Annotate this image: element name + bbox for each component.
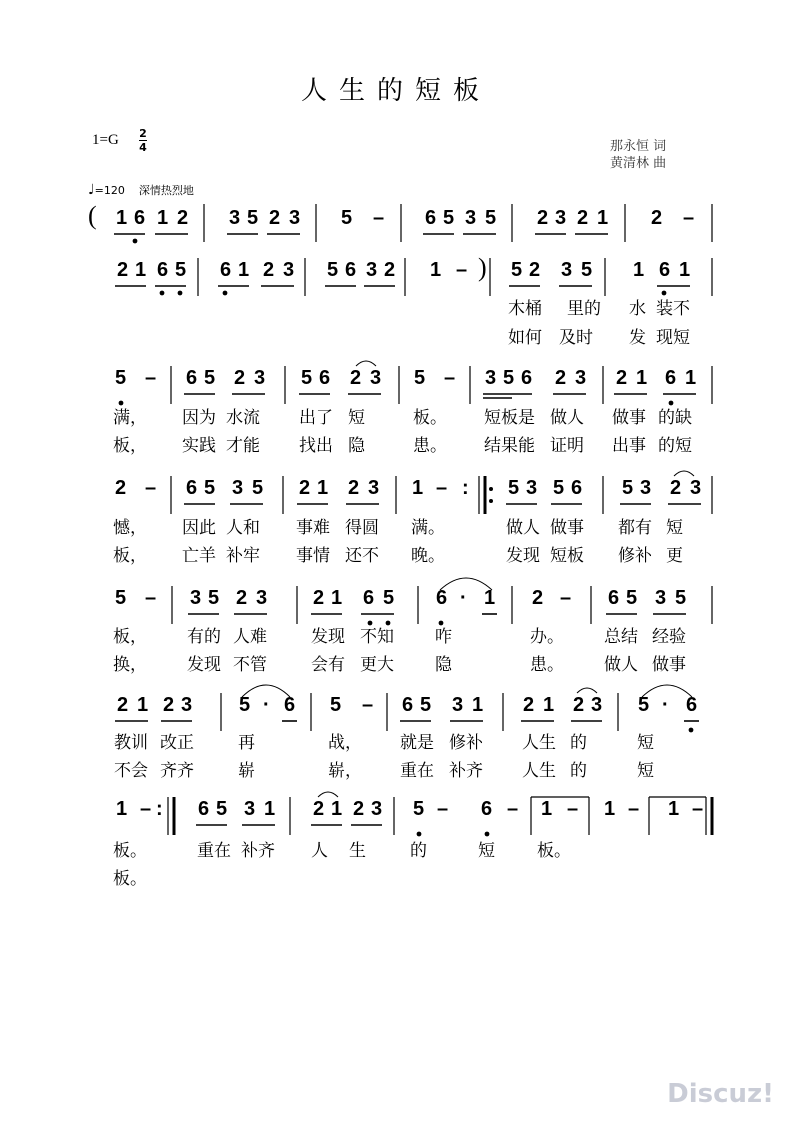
row-3-note-8: 6 xyxy=(319,367,331,389)
lyric-line-7-word-5: 不知 xyxy=(360,627,394,647)
lyric-line-5-word-6: 满。 xyxy=(411,518,445,538)
row-2-note-15: ) xyxy=(478,253,487,282)
row-6-note-5: 5 xyxy=(239,694,251,716)
meter-top: 2 xyxy=(139,127,147,140)
lyric-line-10-word-6: 补齐 xyxy=(449,761,483,781)
lyric-line-9-word-8: 的 xyxy=(570,733,587,753)
row-2-note-11: 3 xyxy=(366,259,378,281)
lyric-line-3-word-10: 的缺 xyxy=(658,408,692,428)
quarter-note-icon: ♩ xyxy=(88,182,95,198)
row-3-note-3: 6 xyxy=(186,367,198,389)
lyric-line-5-word-10: 短 xyxy=(666,518,683,538)
row-5-note-1: 5 xyxy=(115,587,127,609)
row-5-note-12: · xyxy=(460,587,467,609)
row-1-note-16: 2 xyxy=(537,207,549,229)
row-5-note-10: 5 xyxy=(383,587,395,609)
row-4-note-16: 5 xyxy=(553,477,565,499)
lyric-line-8-word-6: 隐 xyxy=(435,655,452,675)
composer: 黄清林 曲 xyxy=(610,156,667,171)
lyric-line-1-word-3: 水 xyxy=(629,299,646,319)
row-7-note-14: 6 xyxy=(481,798,493,820)
lyric-line-10-word-3: 崭 xyxy=(238,761,255,781)
row-6-note-20: 6 xyxy=(686,694,698,716)
row-5-note-17: 5 xyxy=(626,587,638,609)
row-6-note-10: 6 xyxy=(402,694,414,716)
lyric-line-7-word-3: 人难 xyxy=(233,627,267,647)
lyric-line-10-word-2: 齐齐 xyxy=(160,761,194,781)
row-6-note-16: 2 xyxy=(573,694,585,716)
row-4-note-18: 5 xyxy=(622,477,634,499)
row-1-note-14: 3 xyxy=(465,207,477,229)
row-1-note-3: 6 xyxy=(134,207,146,229)
lyric-line-9-word-1: 教训 xyxy=(114,733,148,753)
lyric-line-4-word-10: 的短 xyxy=(658,436,692,456)
row-3-note-11: 5 xyxy=(414,367,426,389)
row-5-note-9: 6 xyxy=(363,587,375,609)
row-5-note-19: 5 xyxy=(675,587,687,609)
row-2-note-7: 2 xyxy=(263,259,275,281)
lyric-line-5-word-9: 都有 xyxy=(618,518,652,538)
row-2-note-13: 1 xyxy=(430,259,442,281)
row-2-note-1: 2 xyxy=(117,259,129,281)
lyric-line-6-word-9: 修补 xyxy=(618,546,652,566)
row-1-note-5: 2 xyxy=(177,207,189,229)
row-5-note-14: 2 xyxy=(532,587,544,609)
row-5-note-4: 5 xyxy=(208,587,220,609)
lyric-line-4-word-1: 板， xyxy=(113,436,147,456)
row-4-note-4: 5 xyxy=(204,477,216,499)
row-6-note-1: 2 xyxy=(117,694,129,716)
watermark: Discuz! xyxy=(667,1079,774,1109)
lyric-line-4-word-9: 出事 xyxy=(612,436,646,456)
lyric-line-11-word-1: 板。 xyxy=(113,841,147,861)
lyric-line-7-word-4: 发现 xyxy=(311,627,345,647)
row-7-note-15: – xyxy=(507,798,519,820)
row-2-note-12: 2 xyxy=(384,259,396,281)
lyric-line-3-word-5: 短 xyxy=(348,408,365,428)
row-5-note-11: 6 xyxy=(436,587,448,609)
lyric-line-8-word-1: 换， xyxy=(113,655,147,675)
row-4-note-9: 2 xyxy=(348,477,360,499)
row-2-dots xyxy=(160,291,667,296)
row-6-note-14: 2 xyxy=(523,694,535,716)
lyric-line-11-word-3: 补齐 xyxy=(241,841,275,861)
row-1-note-12: 6 xyxy=(425,207,437,229)
lyric-line-2-word-3: 发 xyxy=(629,328,646,348)
row-7-note-17: – xyxy=(567,798,579,820)
lyric-line-9-word-2: 改正 xyxy=(160,733,194,753)
lyric-line-8-word-9: 做事 xyxy=(652,655,686,675)
row-1-note-2: 1 xyxy=(116,207,128,229)
row-6-note-4: 3 xyxy=(181,694,193,716)
row-4-note-10: 3 xyxy=(368,477,380,499)
row-5-note-13: 1 xyxy=(484,587,496,609)
row-6-note-19: · xyxy=(662,694,669,716)
row-6-note-15: 1 xyxy=(543,694,555,716)
row-1-note-20: 2 xyxy=(651,207,663,229)
row-2-note-10: 6 xyxy=(345,259,357,281)
lyric-line-9-word-7: 人生 xyxy=(522,733,556,753)
row-3-note-12: – xyxy=(444,367,456,389)
lyric-line-2-word-2: 及时 xyxy=(559,328,593,348)
lyric-line-7-word-8: 总结 xyxy=(604,627,638,647)
lyric-line-3-word-4: 出了 xyxy=(299,408,333,428)
row-1-note-6: 3 xyxy=(229,207,241,229)
row-3-note-4: 5 xyxy=(204,367,216,389)
lyric-line-3-word-2: 因为 xyxy=(182,408,216,428)
lyric-line-8-word-8: 做人 xyxy=(604,655,638,675)
row-3-note-6: 3 xyxy=(254,367,266,389)
lyric-line-6-word-1: 板， xyxy=(113,546,147,566)
lyric-line-4-word-6: 患。 xyxy=(413,436,447,456)
lyric-line-10-word-9: 短 xyxy=(637,761,654,781)
lyric-line-11-word-8: 板。 xyxy=(537,841,571,861)
lyric-line-9-word-9: 短 xyxy=(637,733,654,753)
row-1-note-4: 1 xyxy=(157,207,169,229)
meter-bottom: 4 xyxy=(139,141,147,154)
lyric-line-4-word-4: 找出 xyxy=(299,436,333,456)
row-7-note-6: 3 xyxy=(244,798,256,820)
row-2-note-17: 2 xyxy=(529,259,541,281)
lyric-line-5-word-3: 人和 xyxy=(226,518,260,538)
lyric-line-9-word-6: 修补 xyxy=(449,733,483,753)
row-4-note-8: 1 xyxy=(317,477,329,499)
row-6-note-18: 5 xyxy=(638,694,650,716)
row-6-note-13: 1 xyxy=(472,694,484,716)
row-6-note-17: 3 xyxy=(591,694,603,716)
lyric-line-3-word-9: 做事 xyxy=(612,408,646,428)
row-2-note-18: 3 xyxy=(561,259,573,281)
lyric-line-7-word-7: 办。 xyxy=(530,627,564,647)
lyric-line-3-word-6: 板。 xyxy=(413,408,447,428)
lyric-line-5-word-8: 做事 xyxy=(550,518,584,538)
tempo-mark: =120 xyxy=(94,184,125,197)
row-3-note-18: 2 xyxy=(616,367,628,389)
lyric-line-4-word-2: 实践 xyxy=(182,436,216,456)
lyric-line-5-word-1: 憾， xyxy=(113,518,147,538)
lyric-line-8-word-3: 不管 xyxy=(233,655,267,675)
lyric-line-1-word-2: 里的 xyxy=(567,299,601,319)
row-2-note-5: 6 xyxy=(220,259,232,281)
row-1-note-11: – xyxy=(373,207,385,229)
row-5-note-2: – xyxy=(145,587,157,609)
lyric-line-5-word-5: 得圆 xyxy=(345,518,379,538)
row-7-note-18: 1 xyxy=(604,798,616,820)
row-4-note-6: 5 xyxy=(252,477,264,499)
row-5-note-3: 3 xyxy=(190,587,202,609)
lyric-line-10-word-5: 重在 xyxy=(400,761,434,781)
lyric-line-11-word-7: 短 xyxy=(478,841,495,861)
row-4-dots xyxy=(489,487,493,503)
lyric-line-6-word-5: 还不 xyxy=(345,546,379,566)
lyric-line-5-word-7: 做人 xyxy=(506,518,540,538)
row-4-note-12: – xyxy=(436,477,448,499)
row-5-note-5: 2 xyxy=(236,587,248,609)
row-1-note-19: 1 xyxy=(597,207,609,229)
row-5-note-6: 3 xyxy=(256,587,268,609)
lyric-line-12-word-1: 板。 xyxy=(113,869,147,889)
row-1-note-13: 5 xyxy=(443,207,455,229)
key-signature: 1=G xyxy=(92,132,119,148)
row-2-note-4: 5 xyxy=(175,259,187,281)
lyric-line-6-word-6: 晚。 xyxy=(411,546,445,566)
lyric-line-11-word-6: 的 xyxy=(410,841,427,861)
lyric-line-7-word-1: 板， xyxy=(113,627,147,647)
row-1-note-7: 5 xyxy=(247,207,259,229)
row-4-note-3: 6 xyxy=(186,477,198,499)
row-7-note-7: 1 xyxy=(264,798,276,820)
row-3-note-15: 6 xyxy=(521,367,533,389)
row-6-note-3: 2 xyxy=(163,694,175,716)
row-4-note-15: 3 xyxy=(526,477,538,499)
row-2-note-16: 5 xyxy=(511,259,523,281)
row-2-structure xyxy=(115,258,712,296)
row-2-note-9: 5 xyxy=(327,259,339,281)
lyric-line-3-word-1: 满， xyxy=(113,408,147,428)
lyricist: 那永恒 词 xyxy=(610,139,667,154)
row-4-note-21: 3 xyxy=(690,477,702,499)
row-3-structure xyxy=(171,361,712,404)
lyric-line-2-word-4: 现短 xyxy=(656,328,690,348)
lyric-line-7-word-9: 经验 xyxy=(652,627,686,647)
row-2-note-21: 6 xyxy=(659,259,671,281)
row-6-dots xyxy=(689,728,694,733)
row-3-note-5: 2 xyxy=(234,367,246,389)
song-title: 人生的短板 xyxy=(300,76,491,106)
lyric-line-11-word-4: 人 xyxy=(311,841,328,861)
row-4-note-20: 2 xyxy=(670,477,682,499)
row-7-note-1: 1 xyxy=(116,798,128,820)
lyric-line-6-word-10: 更 xyxy=(666,546,683,566)
row-7-note-5: 5 xyxy=(216,798,228,820)
row-2-note-8: 3 xyxy=(283,259,295,281)
row-3-note-16: 2 xyxy=(555,367,567,389)
lyric-line-4-word-3: 才能 xyxy=(226,436,260,456)
row-6-note-8: 5 xyxy=(330,694,342,716)
row-7-note-11: 3 xyxy=(371,798,383,820)
row-4-note-5: 3 xyxy=(232,477,244,499)
lyric-line-5-word-4: 事难 xyxy=(296,518,330,538)
row-4-note-17: 6 xyxy=(571,477,583,499)
row-1-note-21: – xyxy=(683,207,695,229)
lyric-line-5-word-2: 因此 xyxy=(182,518,216,538)
lyric-line-9-word-5: 就是 xyxy=(400,733,434,753)
row-3-note-1: 5 xyxy=(115,367,127,389)
lyric-line-8-word-4: 会有 xyxy=(311,655,345,675)
row-5-note-7: 2 xyxy=(313,587,325,609)
row-3-note-7: 5 xyxy=(301,367,313,389)
lyric-line-8-word-7: 患。 xyxy=(530,655,564,675)
lyric-line-8-word-5: 更大 xyxy=(360,655,394,675)
row-1-note-15: 5 xyxy=(485,207,497,229)
lyric-line-6-word-8: 短板 xyxy=(550,546,584,566)
lyric-line-11-word-2: 重在 xyxy=(197,841,231,861)
row-5-note-15: – xyxy=(560,587,572,609)
row-1-note-17: 3 xyxy=(555,207,567,229)
row-1-note-10: 5 xyxy=(341,207,353,229)
row-3-dots xyxy=(119,401,674,406)
lyric-line-3-word-8: 做人 xyxy=(550,408,584,428)
lyric-line-6-word-7: 发现 xyxy=(506,546,540,566)
lyric-line-6-word-4: 事情 xyxy=(296,546,330,566)
lyric-line-6-word-3: 补牢 xyxy=(226,546,260,566)
row-4-note-1: 2 xyxy=(115,477,127,499)
row-7-note-20: 1 xyxy=(668,798,680,820)
row-7-note-13: – xyxy=(437,798,449,820)
row-5-note-8: 1 xyxy=(331,587,343,609)
row-3-note-17: 3 xyxy=(575,367,587,389)
lyric-line-4-word-8: 证明 xyxy=(550,436,584,456)
lyric-line-1-word-1: 木桶 xyxy=(508,299,542,319)
lyric-line-7-word-6: 咋 xyxy=(435,627,452,647)
lyric-line-10-word-4: 崭， xyxy=(328,761,362,781)
row-7-note-3: : xyxy=(156,798,163,820)
lyric-line-4-word-7: 结果能 xyxy=(484,436,535,456)
row-3-note-2: – xyxy=(145,367,157,389)
row-4-note-13: : xyxy=(462,477,469,499)
row-2-note-20: 1 xyxy=(633,259,645,281)
row-7-note-12: 5 xyxy=(413,798,425,820)
row-3-note-20: 6 xyxy=(665,367,677,389)
row-6-note-2: 1 xyxy=(137,694,149,716)
row-7-note-2: – xyxy=(140,798,152,820)
row-1-note-18: 2 xyxy=(577,207,589,229)
lyric-line-11-word-5: 生 xyxy=(349,841,366,861)
row-2-note-22: 1 xyxy=(679,259,691,281)
row-1-dots xyxy=(133,239,138,244)
row-5-note-18: 3 xyxy=(655,587,667,609)
row-7-note-19: – xyxy=(628,798,640,820)
row-5-note-16: 6 xyxy=(608,587,620,609)
row-3-note-19: 1 xyxy=(636,367,648,389)
row-4-note-7: 2 xyxy=(299,477,311,499)
row-3-note-21: 1 xyxy=(685,367,697,389)
row-2-note-19: 5 xyxy=(581,259,593,281)
row-6-note-11: 5 xyxy=(420,694,432,716)
row-7-note-10: 2 xyxy=(353,798,365,820)
lyric-line-3-word-3: 水流 xyxy=(226,408,260,428)
row-6-note-12: 3 xyxy=(452,694,464,716)
lyric-line-2-word-1: 如何 xyxy=(508,328,542,348)
lyric-line-10-word-1: 不会 xyxy=(114,761,148,781)
row-6-note-7: 6 xyxy=(284,694,296,716)
row-7-note-21: – xyxy=(692,798,704,820)
row-2-note-6: 1 xyxy=(238,259,250,281)
row-6-note-6: · xyxy=(263,694,270,716)
row-4-note-11: 1 xyxy=(412,477,424,499)
row-4-note-2: – xyxy=(145,477,157,499)
row-7-note-8: 2 xyxy=(313,798,325,820)
row-7-note-9: 1 xyxy=(331,798,343,820)
row-3-note-9: 2 xyxy=(350,367,362,389)
row-7-dots xyxy=(417,832,490,837)
row-3-note-13: 3 xyxy=(485,367,497,389)
lyric-line-4-word-5: 隐 xyxy=(348,436,365,456)
lyric-line-7-word-2: 有的 xyxy=(187,627,221,647)
row-1-note-1: ( xyxy=(88,201,97,230)
row-4-note-19: 3 xyxy=(640,477,652,499)
row-2-note-3: 6 xyxy=(157,259,169,281)
row-2-note-14: – xyxy=(456,259,468,281)
lyric-line-6-word-2: 亡羊 xyxy=(182,546,216,566)
row-1-note-9: 3 xyxy=(289,207,301,229)
row-1-structure xyxy=(114,204,712,242)
lyric-line-9-word-4: 战， xyxy=(328,733,362,753)
row-1-note-8: 2 xyxy=(269,207,281,229)
row-3-note-10: 3 xyxy=(370,367,382,389)
row-2-note-2: 1 xyxy=(135,259,147,281)
row-6-note-9: – xyxy=(362,694,374,716)
row-3-note-14: 5 xyxy=(503,367,515,389)
lyric-line-1-word-4: 装不 xyxy=(656,299,690,319)
lyric-line-10-word-7: 人生 xyxy=(522,761,556,781)
lyric-line-10-word-8: 的 xyxy=(570,761,587,781)
lyric-line-9-word-3: 再 xyxy=(238,733,255,753)
tempo-expression: 深情热烈地 xyxy=(138,184,194,197)
row-7-note-16: 1 xyxy=(541,798,553,820)
row-7-note-4: 6 xyxy=(198,798,210,820)
row-5-dots xyxy=(368,621,444,626)
row-4-note-14: 5 xyxy=(508,477,520,499)
lyric-line-8-word-2: 发现 xyxy=(187,655,221,675)
lyric-line-3-word-7: 短板是 xyxy=(484,408,535,428)
